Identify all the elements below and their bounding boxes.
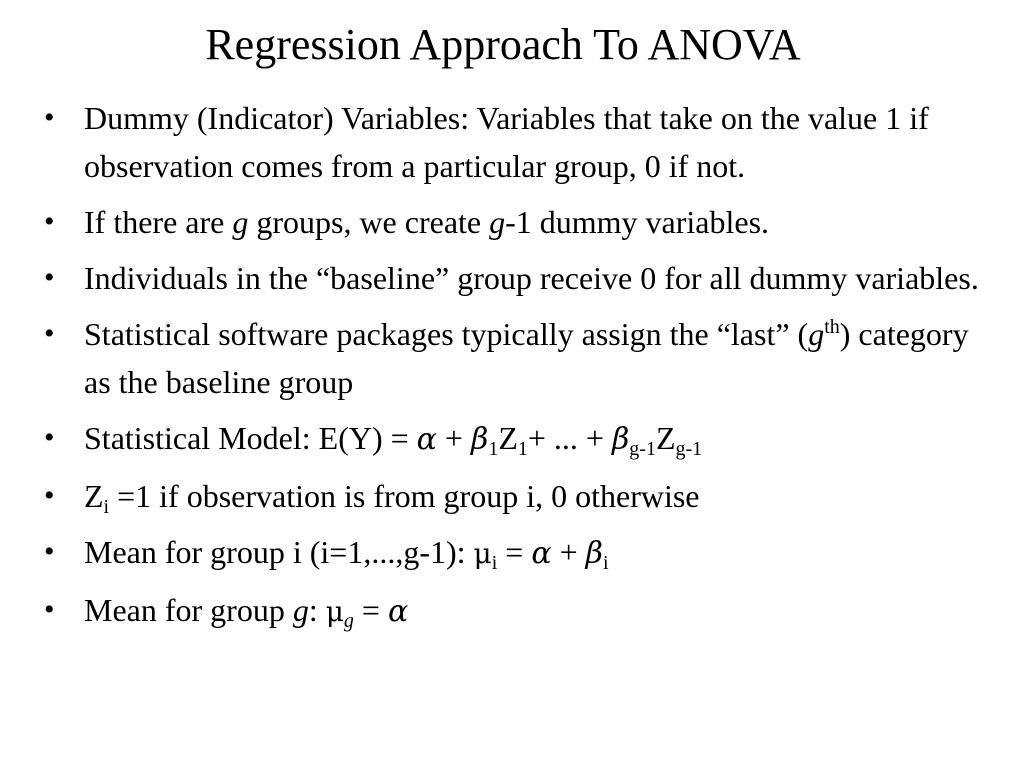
subscript: g-1 [629,438,656,460]
z-variable: Z [655,420,676,456]
bullet-item-groups [44,198,984,246]
subscript: i [103,496,110,518]
bullet-text-part: + ... + [527,420,612,456]
subscript: g-1 [675,438,703,460]
bullet-icon: • [44,261,55,294]
z-variable: Z [498,420,518,456]
bullet-icon: • [44,421,55,454]
subscript: 1 [488,438,499,460]
z-variable: Z [84,478,104,514]
bullet-item-baseline-mean [44,586,984,636]
bullet-icon: • [44,317,55,350]
bullet-item-group-mean [44,528,984,578]
bullet-icon: • [44,479,55,512]
alpha-symbol: α [531,536,552,571]
bullet-text-part: Statistical Model: E(Y) = [84,420,417,456]
subscript-g-text: g [343,610,354,632]
beta-symbol: β [611,422,630,457]
beta-symbol: β [585,536,603,571]
slide-title: Regression Approach To ANOVA [205,20,801,69]
alpha-symbol: α [416,422,437,457]
bullet-text-part: groups, we create [248,204,490,240]
subscript: i [491,552,498,574]
bullet-text-part: ) category as the baseline group [84,316,969,400]
bullet-item-baseline [44,254,984,302]
bullet-text-part: Statistical software packages typically assign the “last” ( [84,316,809,352]
group-count-variable: g [489,204,506,240]
equals-sign: = [353,592,388,628]
bullet-text-part: Mean for group [84,592,293,628]
bullet-text-part: -1 dummy variables. [505,204,770,240]
alpha-symbol: α [387,594,409,629]
bullet-text-part: If there are [84,204,233,240]
bullet-icon: • [44,535,55,568]
ordinal-superscript: th [824,316,840,338]
bullet-item-software [44,310,984,406]
group-count-variable: g [292,592,309,628]
bullet-text-part: Mean for group i (i=1,...,g-1): [84,534,474,570]
bullet-text: Individuals in the “baseline” group receive 0 for all dummy variables. [84,260,979,296]
mu-symbol: μ [325,595,344,628]
beta-symbol: β [470,422,489,457]
subscript-g [344,610,354,632]
group-count-variable: g [232,204,249,240]
bullet-item-zi-definition [44,472,984,520]
mu-symbol: μ [473,537,492,570]
bullet-icon: • [44,205,55,238]
bullet-text-part: =1 if observation is from group i, 0 otherwise [109,478,700,514]
bullet-text: Dummy (Indicator) Variables: Variables that take on the value 1 if observation comes from a particular group, 0 if not. [84,100,929,184]
subscript: 1 [517,438,528,460]
bullet-item-statistical-model [44,414,984,464]
plus-sign: + [551,534,586,570]
bullet-icon: • [44,593,55,626]
bullet-list [44,94,984,644]
subscript: i [602,552,609,574]
bullet-item-dummy-variables [44,94,984,190]
equals-sign: = [497,534,532,570]
bullet-icon: • [44,101,55,134]
group-count-variable: g [808,316,825,352]
plus-sign: + [436,420,471,456]
bullet-text-part: : [308,592,326,628]
